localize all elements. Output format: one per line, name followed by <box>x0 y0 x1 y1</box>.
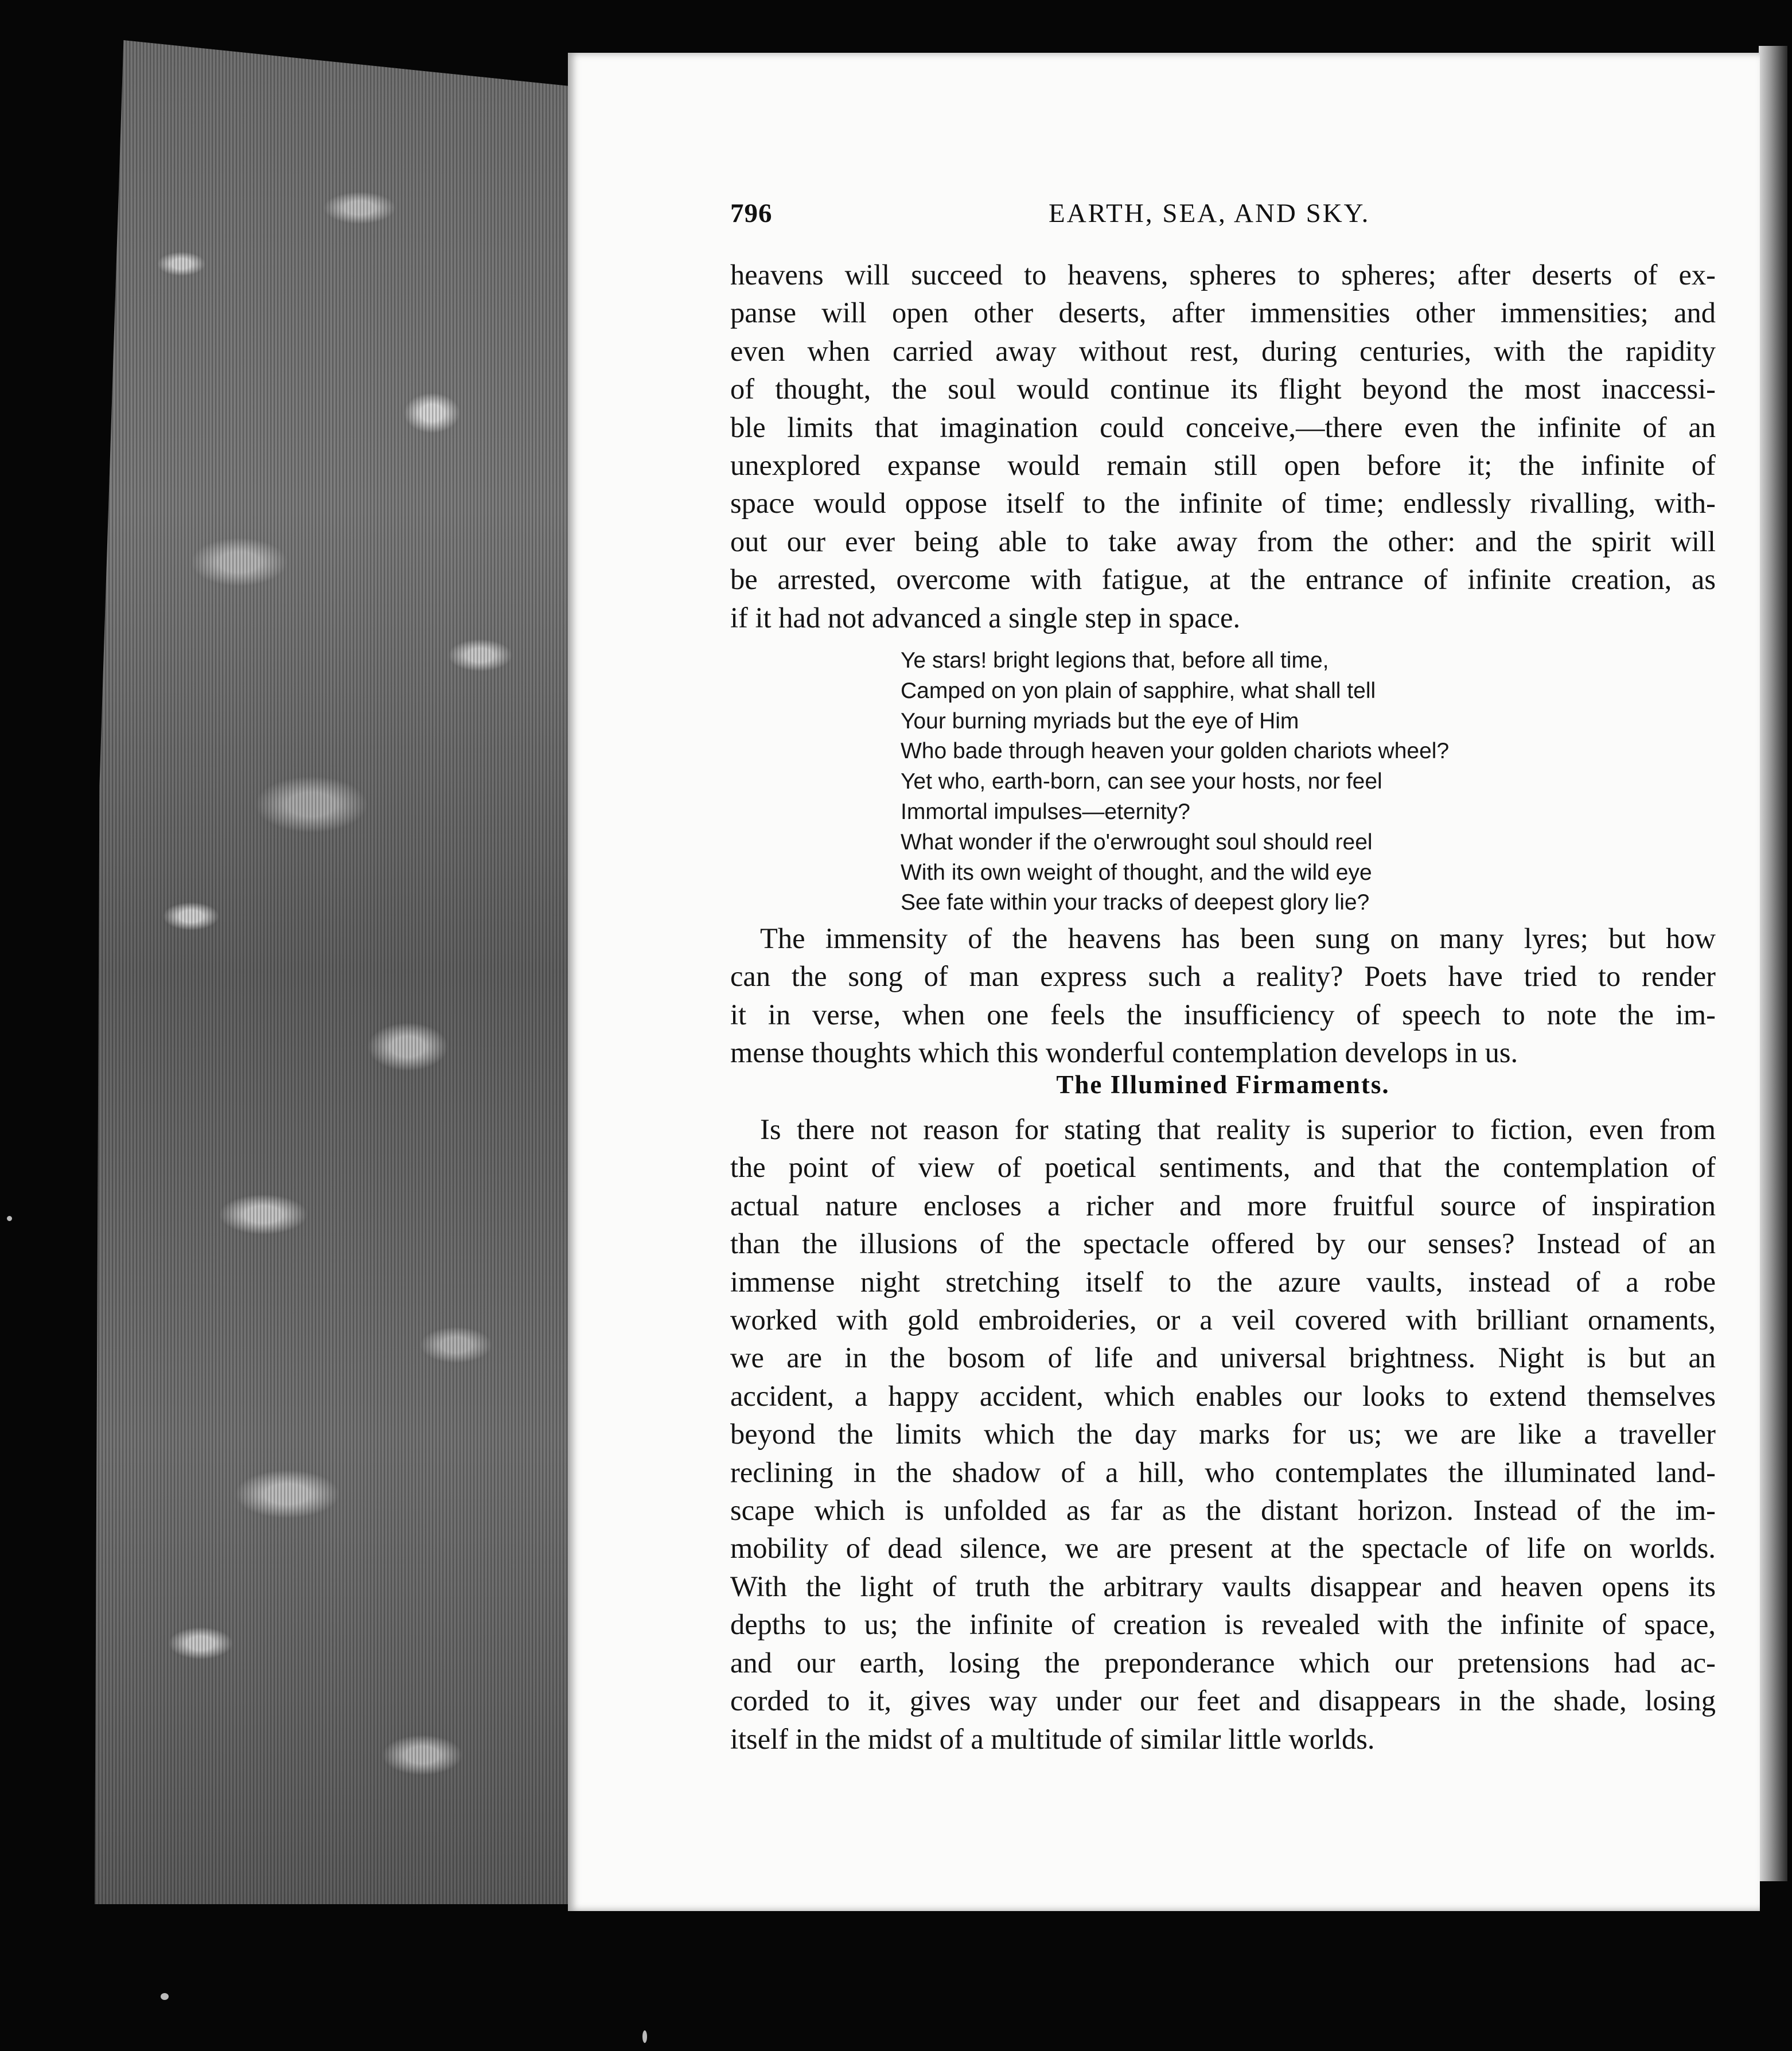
book-marbled-fore-edge <box>95 40 576 1904</box>
paragraph-line: even when carried away without rest, during centuries, with the rapidity <box>730 334 1716 367</box>
paragraph-line: heavens will succeed to heavens, spheres to spheres; after deserts of ex- <box>730 259 1716 291</box>
poem-line: Camped on yon plain of sapphire, what shall tell <box>901 678 1376 703</box>
paragraph-line: The immensity of the heavens has been sung on many lyres; but how <box>760 922 1716 954</box>
paragraph-line: space would oppose itself to the infinite of time; endlessly rivalling, with- <box>730 487 1716 520</box>
dust-speck <box>7 1216 12 1221</box>
paragraph-line: reclining in the shadow of a hill, who contemplates the illuminated land- <box>730 1456 1716 1488</box>
paragraph-line: ble limits that imagination could conceive,—there even the infinite of an <box>730 411 1716 443</box>
poem-line: Yet who, earth-born, can see your hosts, nor feel <box>901 769 1382 794</box>
poem-line: With its own weight of thought, and the wild eye <box>901 860 1372 885</box>
paragraph-3 <box>730 1110 1716 1758</box>
paragraph-2 <box>730 919 1716 1072</box>
poem-quotation <box>901 646 1589 918</box>
paragraph-line: itself in the midst of a multitude of similar little worlds. <box>730 1722 1375 1755</box>
poem-line: Immortal impulses—eternity? <box>901 799 1190 824</box>
page-number: 796 <box>730 198 773 228</box>
section-heading: The Illumined Firmaments. <box>1056 1070 1390 1099</box>
paragraph-line: unexplored expanse would remain still open before it; the infinite of <box>730 449 1716 482</box>
poem-line: Who bade through heaven your golden chariots wheel? <box>901 739 1450 764</box>
paragraph-line: actual nature encloses a richer and more fruitful source of inspiration <box>730 1189 1716 1222</box>
paragraph-line: of thought, the soul would continue its flight beyond the most inaccessi- <box>730 373 1716 405</box>
paragraph-line: than the illusions of the spectacle offered by our senses? Instead of an <box>730 1227 1716 1260</box>
paragraph-line: it in verse, when one feels the insufficiency of speech to note the im- <box>730 998 1716 1031</box>
paragraph-line: and our earth, losing the preponderance which our pretensions had ac- <box>730 1646 1716 1679</box>
paragraph-line: Is there not reason for stating that reality is superior to fiction, even from <box>760 1113 1716 1145</box>
paragraph-1 <box>730 256 1716 637</box>
paragraph-line: With the light of truth the arbitrary vaults disappear and heaven opens its <box>730 1570 1716 1602</box>
paragraph-line: beyond the limits which the day marks for us; we are like a traveller <box>730 1418 1716 1450</box>
paragraph-line: corded to it, gives way under our feet and disappears in the shade, losing <box>730 1685 1716 1717</box>
paragraph-line: if it had not advanced a single step in space. <box>730 601 1241 634</box>
poem-line: Ye stars! bright legions that, before all time, <box>901 648 1329 673</box>
dust-speck <box>161 1993 169 2000</box>
paragraph-line: worked with gold embroideries, or a veil covered with brilliant ornaments, <box>730 1304 1716 1336</box>
paragraph-line: scape which is unfolded as far as the distant horizon. Instead of the im- <box>730 1494 1716 1527</box>
running-head-title: EARTH, SEA, AND SKY. <box>1049 198 1370 228</box>
paragraph-line: depths to us; the infinite of creation is revealed with the infinite of space, <box>730 1608 1716 1641</box>
poem-line: What wonder if the o'erwrought soul should reel <box>901 829 1373 855</box>
poem-line: See fate within your tracks of deepest glory lie? <box>901 890 1370 915</box>
paragraph-line: can the song of man express such a reality? Poets have tried to render <box>730 960 1716 993</box>
running-head <box>730 198 1705 238</box>
poem-line: Your burning myriads but the eye of Him <box>901 708 1299 734</box>
paragraph-line: panse will open other deserts, after immensities other immensities; and <box>730 297 1716 329</box>
paragraph-line: accident, a happy accident, which enables our looks to extend themselves <box>730 1379 1716 1412</box>
paragraph-line: be arrested, overcome with fatigue, at the entrance of infinite creation, as <box>730 563 1716 596</box>
paragraph-line: immense night stretching itself to the azure vaults, instead of a robe <box>730 1265 1716 1298</box>
paragraph-line: mobility of dead silence, we are present at the spectacle of life on worlds. <box>730 1532 1716 1565</box>
book-right-page-edge <box>1759 46 1787 1881</box>
paragraph-line: we are in the bosom of life and universal brightness. Night is but an <box>730 1342 1716 1374</box>
paragraph-line: mense thoughts which this wonderful contemplation develops in us. <box>730 1036 1518 1069</box>
paragraph-line: out our ever being able to take away from the other: and the spirit will <box>730 525 1716 557</box>
paragraph-line: the point of view of poetical sentiments, and that the contemplation of <box>730 1151 1716 1184</box>
dust-speck <box>642 2030 647 2043</box>
